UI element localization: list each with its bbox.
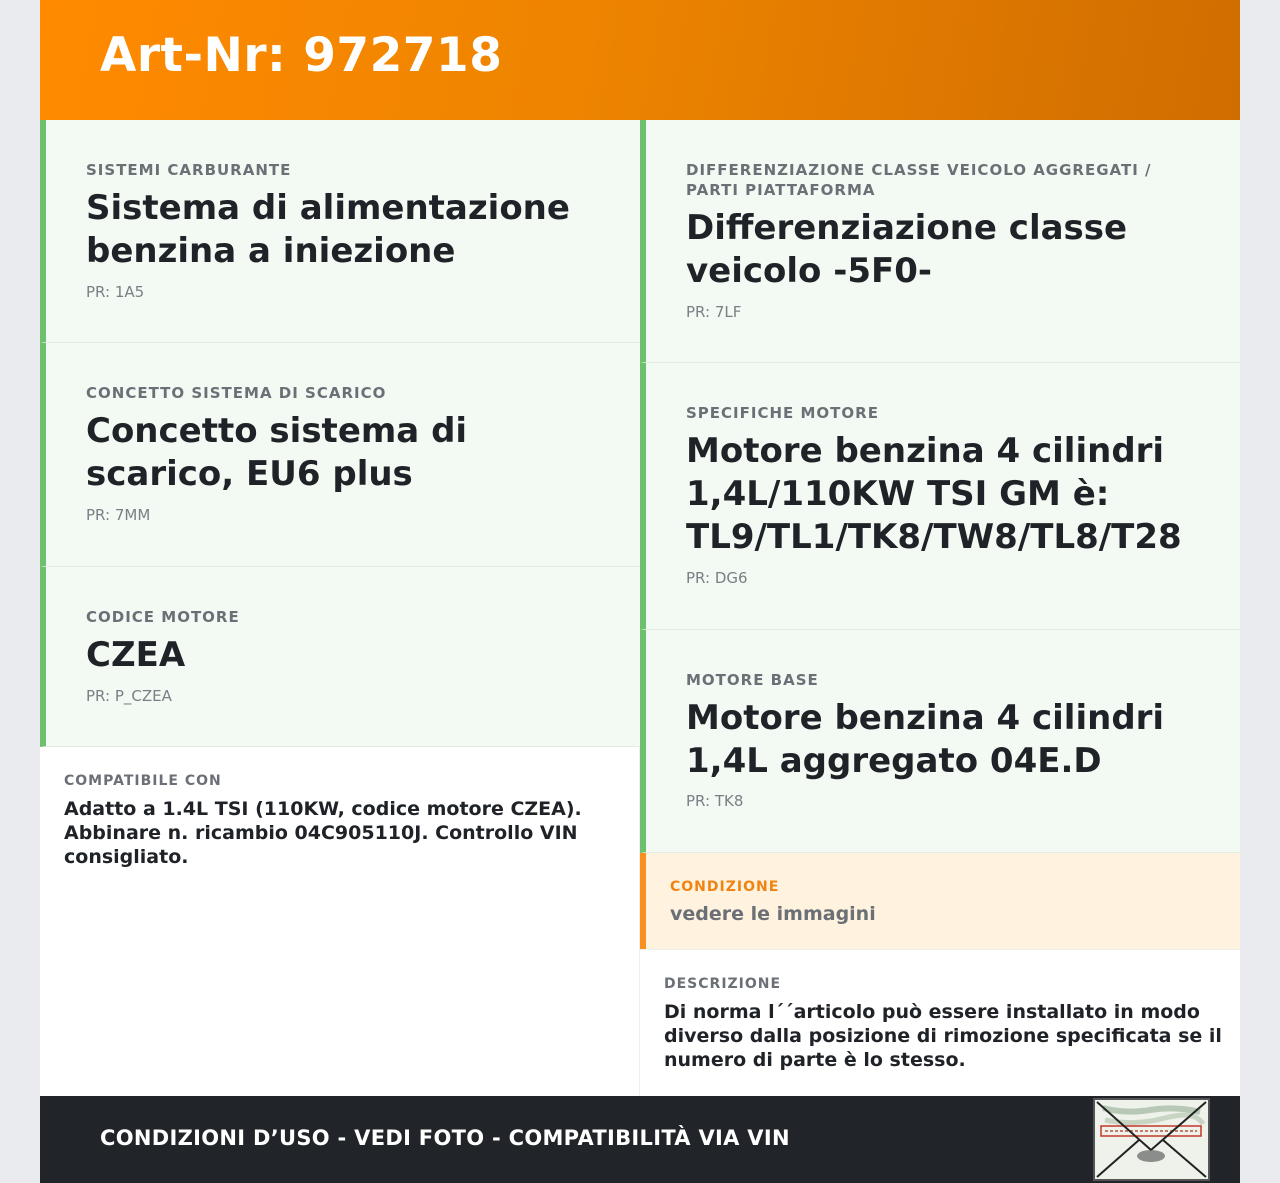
spec-pr-code: PR: TK8 <box>686 792 744 810</box>
spec-value: Motore benzina 4 cilindri 1,4L aggregato 04E.D <box>686 698 1165 781</box>
spec-card-exhaust <box>40 343 640 567</box>
compatibility-section <box>40 747 640 1096</box>
spec-card-vehicle-class <box>640 120 1240 363</box>
article-number-title: Art-Nr: 972718 <box>100 28 503 83</box>
description-text: Di norma l´´articolo può essere installato in modo diverso dalla posizione di rimozione specificata se il numero di parte è lo stesso. <box>664 1001 1222 1071</box>
spec-value: Concetto sistema di scarico, EU6 plus <box>86 411 468 494</box>
header-banner <box>40 0 1240 120</box>
spec-card-engine-specs <box>640 363 1240 630</box>
footer-text: CONDIZIONI D’USO - VEDI FOTO - COMPATIBILITÀ VIA VIN <box>100 1126 790 1150</box>
condition-text: vedere le immagini <box>670 903 876 925</box>
condition-section <box>640 853 1240 949</box>
spec-pr-code: PR: P_CZEA <box>86 687 172 705</box>
spec-value: Sistema di alimentazione benzina a iniezione <box>86 188 570 271</box>
condition-label: CONDIZIONE <box>670 879 780 895</box>
description-section <box>640 949 1240 1096</box>
footer-bar <box>40 1096 1240 1183</box>
spec-category: DIFFERENZIAZIONE CLASSE VEICOLO AGGREGATI / PARTI PIATTAFORMA <box>686 161 1152 199</box>
spec-pr-code: PR: 7MM <box>86 506 151 524</box>
compatibility-label: COMPATIBILE CON <box>64 773 222 789</box>
spec-value: Differenziazione classe veicolo -5F0- <box>686 208 1128 291</box>
spec-card-base-engine <box>640 630 1240 853</box>
item-sheet <box>40 0 1240 1183</box>
description-label: DESCRIZIONE <box>664 976 782 992</box>
spec-value: Motore benzina 4 cilindri 1,4L/110KW TSI GM è: TL9/TL1/TK8/TW8/TL8/T28 <box>686 431 1182 557</box>
envelope-label-icon <box>1093 1098 1210 1181</box>
spec-category: CODICE MOTORE <box>86 608 240 626</box>
spec-category: CONCETTO SISTEMA DI SCARICO <box>86 384 387 402</box>
spec-card-engine-code <box>40 567 640 747</box>
compatibility-text: Adatto a 1.4L TSI (110KW, codice motore CZEA). Abbinare n. ricambio 04C905110J. Controllo VIN consigliato. <box>64 798 582 868</box>
spec-category: MOTORE BASE <box>686 671 819 689</box>
envelope-label-graphic <box>1095 1100 1208 1179</box>
spec-category: SISTEMI CARBURANTE <box>86 161 292 179</box>
spec-pr-code: PR: 1A5 <box>86 283 145 301</box>
spec-card-fuel-system <box>40 120 640 343</box>
spec-value: CZEA <box>86 635 186 675</box>
spec-pr-code: PR: 7LF <box>686 303 742 321</box>
spec-pr-code: PR: DG6 <box>686 569 748 587</box>
spec-category: SPECIFICHE MOTORE <box>686 404 879 422</box>
